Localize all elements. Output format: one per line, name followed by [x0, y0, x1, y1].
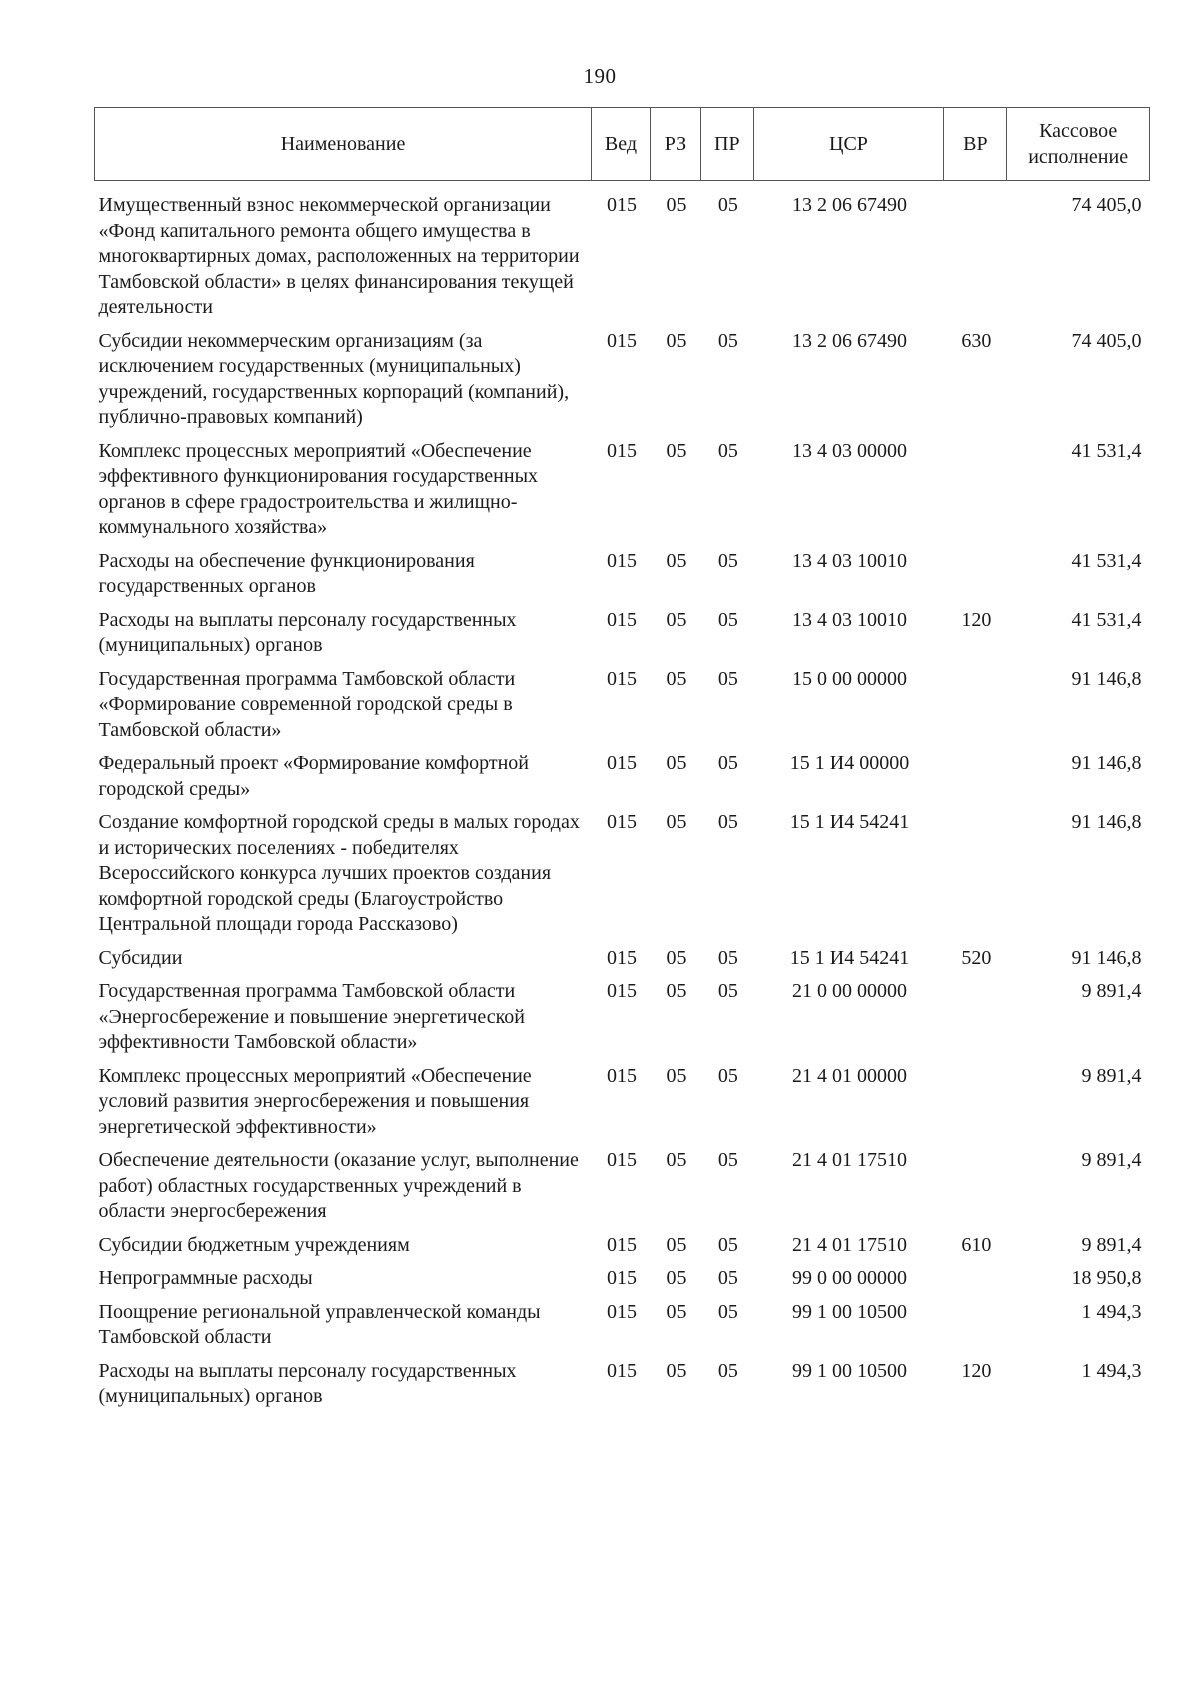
- row-amount: 41 531,4: [1071, 549, 1142, 572]
- row-rz: 05: [666, 1359, 687, 1382]
- table-row: [95, 667, 1150, 752]
- header-vr: ВР: [944, 108, 1007, 181]
- table-row: [95, 1233, 1150, 1267]
- row-ved: 015: [606, 1233, 637, 1256]
- row-rz: 05: [666, 329, 687, 352]
- table-row: [95, 946, 1150, 980]
- row-vr: [944, 810, 1007, 946]
- row-rz: 05: [666, 549, 687, 572]
- row-vr: [944, 439, 1007, 549]
- row-name: Комплекс процессных мероприятий «Обеспечение условий развития энергосбережения и повышения энергетической эффективности»: [98, 1064, 532, 1138]
- row-ved: 015: [606, 1064, 637, 1087]
- row-vr: [944, 549, 1007, 608]
- row-csr: 15 1 И4 54241: [789, 811, 910, 833]
- row-csr: 15 0 00 00000: [791, 667, 907, 690]
- row-vr: 630: [961, 329, 992, 352]
- row-ved: 015: [606, 1149, 637, 1171]
- row-name: Субсидии бюджетным учреждениям: [98, 1233, 410, 1256]
- table-row: [95, 549, 1150, 608]
- row-pr: 05: [717, 1149, 738, 1171]
- row-rz: 05: [666, 608, 687, 631]
- row-pr: 05: [717, 946, 738, 969]
- table-row: [95, 608, 1150, 667]
- row-amount: 74 405,0: [1071, 194, 1142, 216]
- row-amount: 9 891,4: [1081, 1149, 1142, 1171]
- row-amount: 9 891,4: [1081, 980, 1142, 1002]
- row-rz: 05: [666, 946, 687, 969]
- table-header-row: [95, 108, 1150, 181]
- row-ved: 015: [606, 752, 637, 774]
- row-amount: 74 405,0: [1071, 329, 1142, 352]
- row-pr: 05: [717, 608, 738, 631]
- row-ved: 015: [606, 549, 637, 572]
- row-name: Обеспечение деятельности (оказание услуг, выполнение работ) областных государственных учреждений в области энергосбережения: [98, 1149, 579, 1222]
- row-amount: 9 891,4: [1081, 1233, 1142, 1256]
- row-pr: 05: [717, 1359, 738, 1382]
- row-name: Субсидии: [98, 946, 183, 969]
- row-ved: 015: [606, 980, 637, 1002]
- row-csr: 99 1 00 10500: [791, 1300, 907, 1323]
- row-vr: 520: [961, 946, 992, 969]
- row-ved: 015: [606, 667, 637, 690]
- header-rz: РЗ: [650, 108, 700, 181]
- row-pr: 05: [717, 439, 738, 462]
- table-row: [95, 329, 1150, 439]
- row-ved: 015: [606, 946, 637, 969]
- row-pr: 05: [717, 329, 738, 352]
- table-row: [95, 979, 1150, 1064]
- row-ved: 015: [606, 1300, 637, 1323]
- table-row: [95, 1064, 1150, 1149]
- row-vr: [944, 979, 1007, 1064]
- row-rz: 05: [666, 194, 687, 216]
- row-pr: 05: [717, 194, 738, 216]
- row-amount: 91 146,8: [1071, 752, 1142, 774]
- row-vr: [944, 667, 1007, 752]
- row-vr: [944, 1148, 1007, 1233]
- row-amount: 91 146,8: [1071, 667, 1142, 690]
- row-rz: 05: [666, 980, 687, 1002]
- row-ved: 015: [606, 1359, 637, 1382]
- row-vr: [944, 1300, 1007, 1359]
- row-ved: 015: [606, 811, 637, 833]
- row-pr: 05: [717, 980, 738, 1002]
- row-pr: 05: [717, 667, 738, 690]
- row-amount: 41 531,4: [1071, 439, 1142, 462]
- row-amount: 91 146,8: [1071, 946, 1142, 969]
- row-rz: 05: [666, 439, 687, 462]
- table-row: [95, 439, 1150, 549]
- row-vr: [944, 181, 1007, 329]
- row-name: Расходы на выплаты персоналу государственных (муниципальных) органов: [98, 1359, 517, 1407]
- row-vr: 120: [961, 608, 992, 631]
- row-rz: 05: [666, 1064, 687, 1087]
- row-csr: 13 2 06 67490: [791, 329, 907, 352]
- row-name: Государственная программа Тамбовской области «Формирование современной городской среды в Тамбовской области»: [98, 667, 516, 741]
- row-rz: 05: [666, 1267, 687, 1289]
- row-amount: 1 494,3: [1081, 1359, 1142, 1382]
- budget-table: [94, 107, 1150, 1418]
- row-vr: [944, 751, 1007, 810]
- row-csr: 99 0 00 00000: [791, 1267, 907, 1289]
- row-csr: 13 4 03 10010: [791, 549, 907, 572]
- row-ved: 015: [606, 329, 637, 352]
- row-amount: 91 146,8: [1071, 811, 1142, 833]
- row-pr: 05: [717, 1300, 738, 1323]
- table-row: [95, 1300, 1150, 1359]
- row-name: Создание комфортной городской среды в малых городах и исторических поселениях - победителях Всероссийского конкурса лучших проектов создания комфортной городской среды (Благоустройство Центральной площади города Рассказово): [98, 811, 580, 935]
- table-row: [95, 751, 1150, 810]
- row-csr: 13 2 06 67490: [791, 194, 907, 216]
- row-rz: 05: [666, 1300, 687, 1323]
- row-rz: 05: [666, 1233, 687, 1256]
- header-amount: Кассовое исполнение: [1007, 108, 1150, 181]
- header-name: Наименование: [95, 108, 592, 181]
- row-amount: 9 891,4: [1081, 1064, 1142, 1087]
- row-pr: 05: [717, 752, 738, 774]
- row-rz: 05: [666, 667, 687, 690]
- row-csr: 13 4 03 00000: [791, 439, 907, 462]
- row-csr: 15 1 И4 00000: [789, 752, 910, 774]
- row-vr: 610: [961, 1233, 992, 1256]
- row-csr: 21 0 00 00000: [791, 980, 907, 1002]
- row-name: Федеральный проект «Формирование комфортной городской среды»: [98, 752, 529, 800]
- row-name: Государственная программа Тамбовской области «Энергосбережение и повышение энергетической эффективности Тамбовской области»: [98, 980, 525, 1053]
- row-ved: 015: [606, 194, 637, 216]
- table-row: [95, 1266, 1150, 1300]
- row-pr: 05: [717, 1267, 738, 1289]
- row-vr: 120: [961, 1359, 992, 1382]
- row-csr: 21 4 01 17510: [791, 1149, 907, 1171]
- row-csr: 99 1 00 10500: [791, 1359, 907, 1382]
- row-csr: 21 4 01 00000: [791, 1064, 907, 1087]
- row-csr: 21 4 01 17510: [791, 1233, 907, 1256]
- row-ved: 015: [606, 1267, 637, 1289]
- row-name: Комплекс процессных мероприятий «Обеспечение эффективного функционирования государственных органов в сфере градостроительства и жилищно-коммунального хозяйства»: [98, 439, 539, 538]
- table-row: [95, 810, 1150, 946]
- row-csr: 15 1 И4 54241: [789, 946, 910, 969]
- row-pr: 05: [717, 549, 738, 572]
- row-ved: 015: [606, 608, 637, 631]
- row-name: Имущественный взнос некоммерческой организации «Фонд капитального ремонта общего имущества в многоквартирных домах, расположенных на территории Тамбовской области» в целях финансирования текущей деятельности: [98, 194, 580, 318]
- row-rz: 05: [666, 1149, 687, 1171]
- row-pr: 05: [717, 1233, 738, 1256]
- row-name: Расходы на выплаты персоналу государственных (муниципальных) органов: [98, 608, 517, 656]
- table-row: [95, 181, 1150, 329]
- row-amount: 18 950,8: [1071, 1267, 1142, 1289]
- row-amount: 1 494,3: [1081, 1300, 1142, 1323]
- row-name: Расходы на обеспечение функционирования государственных органов: [98, 549, 475, 597]
- row-pr: 05: [717, 1064, 738, 1087]
- header-csr: ЦСР: [753, 108, 944, 181]
- header-ved: Вед: [592, 108, 651, 181]
- header-pr: ПР: [701, 108, 753, 181]
- table-body: [95, 181, 1150, 1418]
- row-name: Непрограммные расходы: [98, 1267, 313, 1289]
- table-row: [95, 1359, 1150, 1418]
- row-rz: 05: [666, 752, 687, 774]
- row-name: Субсидии некоммерческим организациям (за исключением государственных (муниципальных) учреждений, государственных корпораций (компаний), публично-правовых компаний): [98, 329, 570, 428]
- row-amount: 41 531,4: [1071, 608, 1142, 631]
- row-csr: 13 4 03 10010: [791, 608, 907, 631]
- row-pr: 05: [717, 811, 738, 833]
- row-ved: 015: [606, 439, 637, 462]
- table-row: [95, 1148, 1150, 1233]
- row-name: Поощрение региональной управленческой команды Тамбовской области: [98, 1300, 541, 1348]
- row-vr: [944, 1266, 1007, 1300]
- page-number: 190: [583, 64, 617, 88]
- row-vr: [944, 1064, 1007, 1149]
- row-rz: 05: [666, 811, 687, 833]
